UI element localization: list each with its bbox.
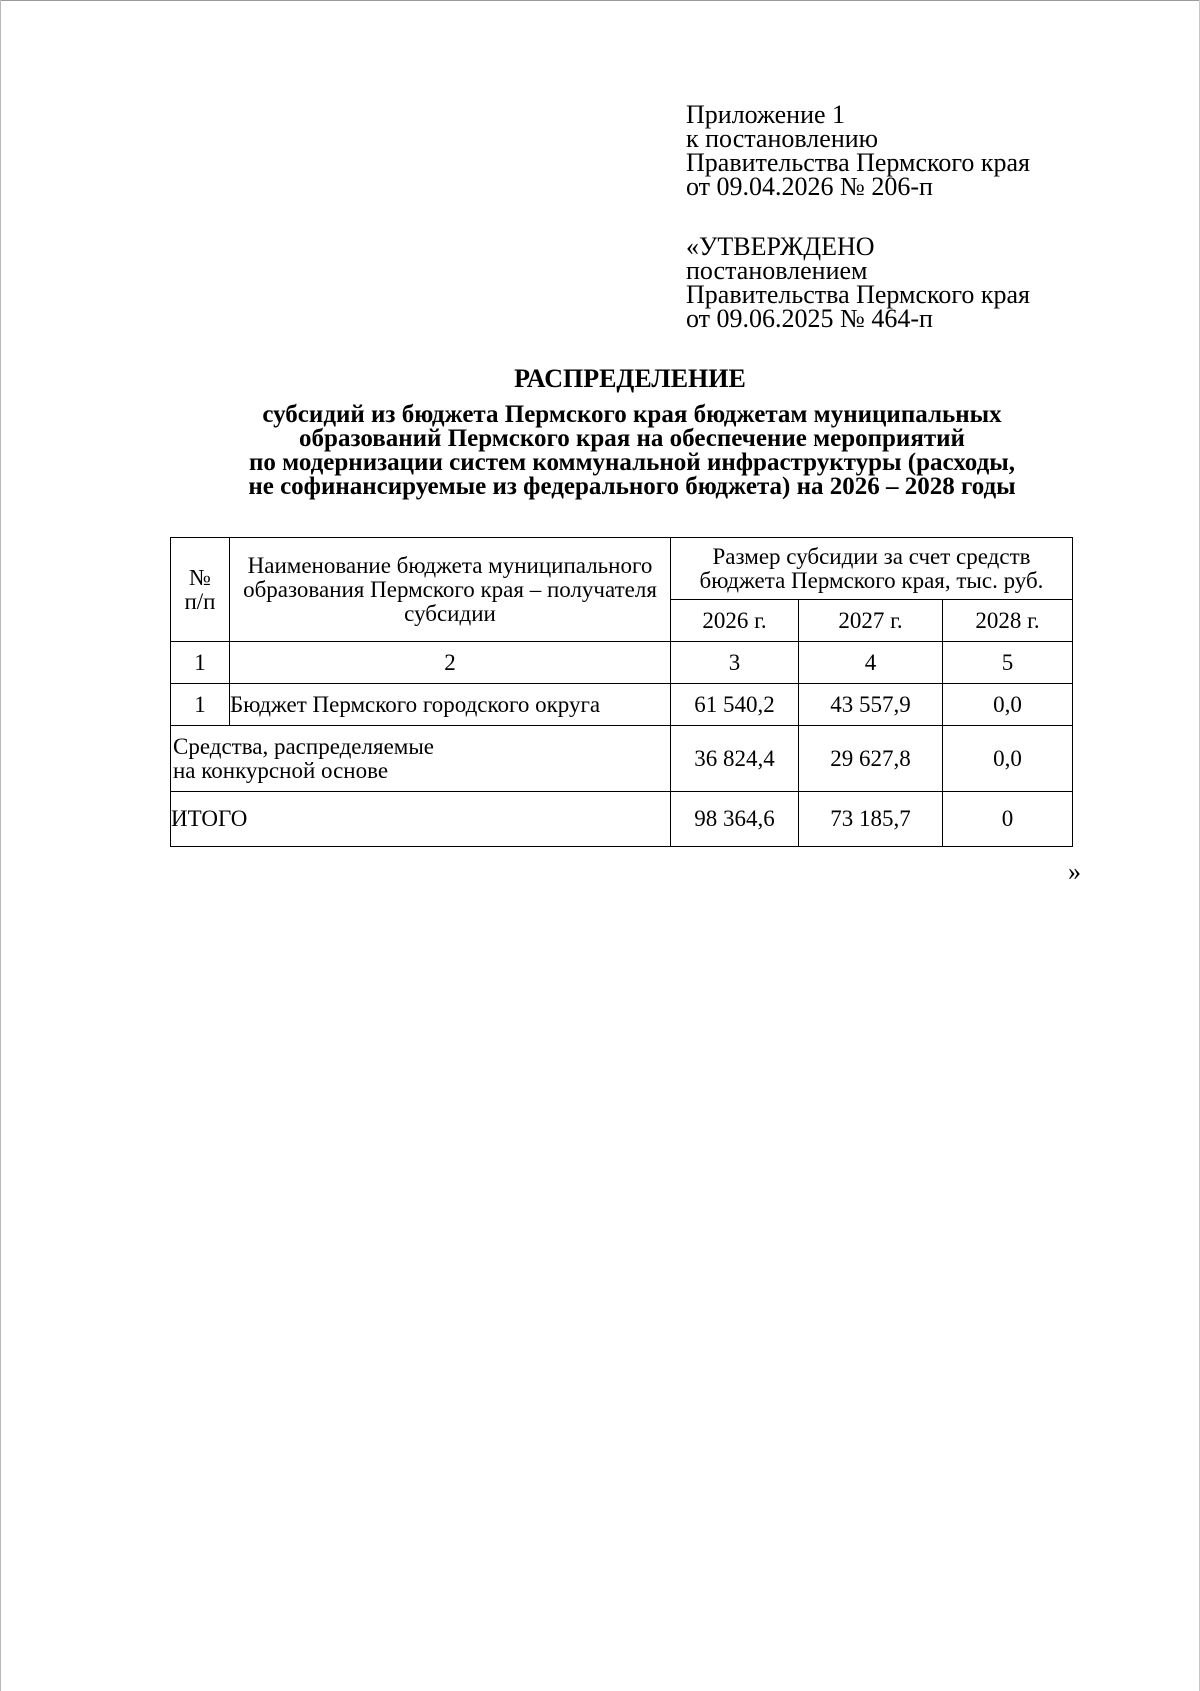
row-number: 1 xyxy=(171,684,230,726)
header-year-2028: 2028 г. xyxy=(943,600,1073,642)
competitive-label-line: на конкурсной основе xyxy=(173,757,389,783)
approval-line: постановлением xyxy=(686,256,868,285)
total-label: ИТОГО xyxy=(171,792,671,847)
subtitle-line: по модернизации систем коммунальной инфраструктуры (расходы, xyxy=(249,449,1015,476)
competitive-value-2026: 36 824,4 xyxy=(671,726,799,792)
header-subsidy-cell: Размер субсидии за счет средств бюджета Пермского края, тыс. руб. xyxy=(671,538,1073,600)
column-number: 2 xyxy=(230,642,671,684)
total-row xyxy=(171,792,1073,847)
document-title: РАСПРЕДЕЛЕНИЕ xyxy=(514,364,746,393)
header-number-symbol: № xyxy=(189,564,211,590)
closing-quote: » xyxy=(1068,857,1081,886)
annex-line: Приложение 1 xyxy=(686,100,846,129)
row-value-2028: 0,0 xyxy=(943,684,1073,726)
column-number: 1 xyxy=(171,642,230,684)
row-budget-name: Бюджет Пермского городского округа xyxy=(230,684,671,726)
row-value-2027: 43 557,9 xyxy=(799,684,943,726)
total-value-2028: 0 xyxy=(943,792,1073,847)
total-value-2027: 73 185,7 xyxy=(799,792,943,847)
table-header-row xyxy=(171,538,1073,600)
document-subtitle xyxy=(180,403,1084,499)
column-number-row xyxy=(171,642,1073,684)
column-number: 5 xyxy=(943,642,1073,684)
header-number-cell xyxy=(171,538,230,642)
competitive-row xyxy=(171,726,1073,792)
subtitle-line: образований Пермского края на обеспечение мероприятий xyxy=(299,425,965,452)
page-edge xyxy=(0,0,1,1691)
competitive-value-2028: 0,0 xyxy=(943,726,1073,792)
annex-line: к постановлению xyxy=(686,124,879,153)
annex-line: от 09.04.2026 № 206-п xyxy=(686,172,933,201)
column-number: 3 xyxy=(671,642,799,684)
annex-block xyxy=(686,100,1030,201)
row-value-2026: 61 540,2 xyxy=(671,684,799,726)
header-year-2026: 2026 г. xyxy=(671,600,799,642)
approval-line: от 09.06.2025 № 464-п xyxy=(686,304,933,333)
approval-block xyxy=(686,232,1030,333)
subtitle-line: субсидий из бюджета Пермского края бюджетам муниципальных xyxy=(262,401,1002,428)
column-number: 4 xyxy=(799,642,943,684)
header-year-2027: 2027 г. xyxy=(799,600,943,642)
subsidy-table xyxy=(170,537,1073,847)
table-row xyxy=(171,684,1073,726)
subtitle-line: не софинансируемые из федерального бюджета) на 2026 – 2028 годы xyxy=(248,473,1016,500)
page-edge xyxy=(0,0,1200,1)
annex-line: Правительства Пермского края xyxy=(686,148,1030,177)
approval-line: «УТВЕРЖДЕНО xyxy=(686,232,875,261)
header-name-cell: Наименование бюджета муниципального образования Пермского края – получателя субсидии xyxy=(230,538,671,642)
competitive-value-2027: 29 627,8 xyxy=(799,726,943,792)
header-number-label: п/п xyxy=(184,588,216,614)
total-value-2026: 98 364,6 xyxy=(671,792,799,847)
approval-line: Правительства Пермского края xyxy=(686,280,1030,309)
competitive-label-line: Средства, распределяемые xyxy=(173,733,434,759)
competitive-label-cell xyxy=(171,726,671,792)
